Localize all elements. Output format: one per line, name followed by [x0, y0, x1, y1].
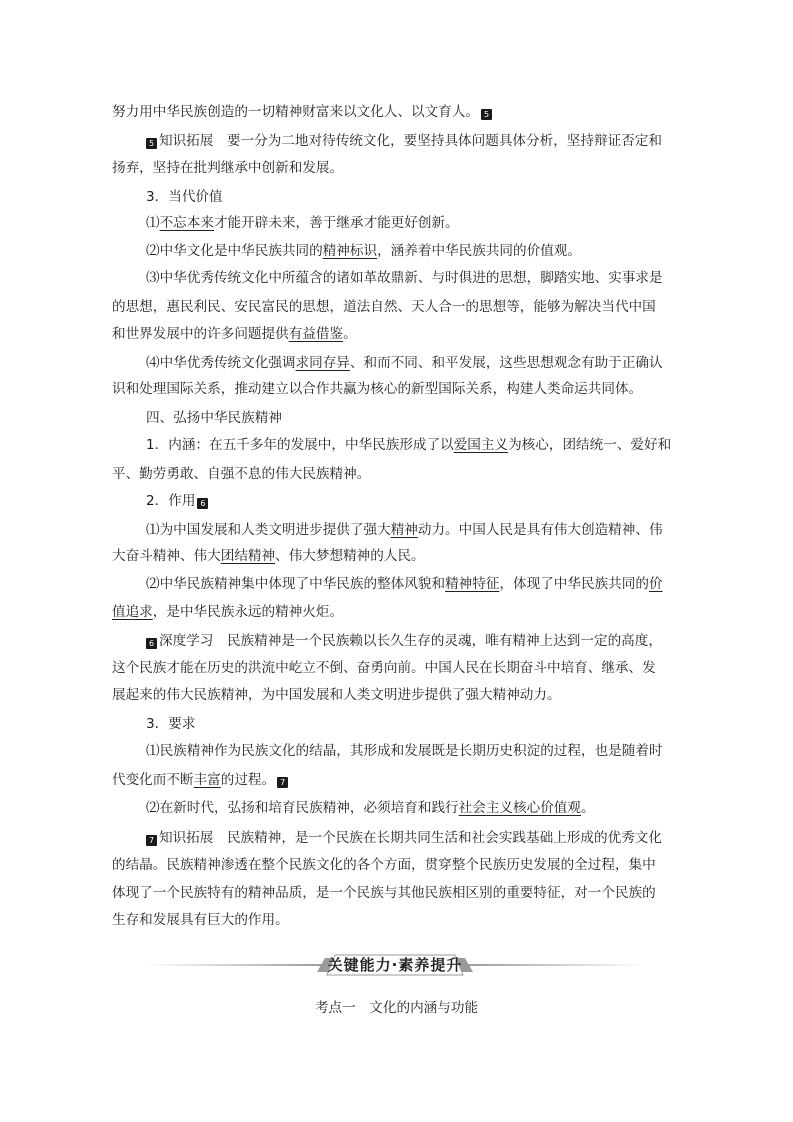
text-line: [112, 547, 425, 565]
text-segment: 3．当代价值: [146, 189, 223, 205]
text-line: [146, 492, 210, 510]
text-line: [146, 132, 662, 150]
underlined-keyword: 求同存异: [295, 355, 350, 371]
text-segment: ，是中华民族永远的精神火炬。: [152, 604, 344, 620]
note-marker-icon: 5: [146, 138, 157, 149]
text-line: [146, 242, 581, 260]
note-marker-icon: 6: [197, 498, 208, 509]
text-line: [112, 686, 561, 704]
text-line: [146, 632, 662, 650]
text-line: [146, 409, 282, 427]
text-line: [146, 715, 195, 733]
text-line: [112, 159, 343, 177]
text-line: [112, 911, 289, 929]
text-segment: ⑶中华优秀传统文化中所蕴含的诸如革故鼎新、与时俱进的思想，脚踏实地、实事求是: [146, 270, 663, 286]
text-segment: 的结晶。民族精神渗透在整个民族文化的各个方面，贯穿整个民族历史发展的全过程，集中: [112, 857, 656, 873]
underlined-keyword: 精神特征: [445, 576, 500, 592]
text-segment: 为核心，团结统一、爱好和: [508, 437, 672, 453]
text-line: [146, 269, 663, 287]
text-segment: 大奋斗精神、伟大: [112, 548, 221, 564]
text-segment: 努力用中华民族创造的一切精神财富来以文化人、以文育人。: [112, 104, 480, 120]
underlined-keyword: 值追求: [112, 604, 153, 620]
text-segment: 。: [581, 800, 595, 816]
underlined-keyword: 社会主义核心价值观: [458, 800, 581, 816]
text-line: [112, 103, 494, 121]
text-line: [146, 829, 662, 847]
underlined-keyword: 精神标识: [322, 243, 378, 259]
underlined-keyword: 丰富: [193, 772, 221, 788]
text-segment: 动力。中国人民是具有伟大创造精神、伟: [417, 522, 663, 538]
text-segment: 深度学习 民族精神是一个民族赖以长久生存的灵魂，唯有精神上达到一定的高度，: [159, 633, 662, 649]
underlined-keyword: 团结精神: [220, 548, 276, 564]
note-marker-icon: 7: [277, 777, 288, 788]
text-segment: 展起来的伟大民族精神，为中国发展和人类文明进步提供了强大精神动力。: [112, 687, 561, 703]
text-line: [146, 742, 663, 760]
underlined-keyword: 不忘本来: [159, 215, 214, 231]
text-line: [112, 325, 357, 343]
text-segment: ，涵养着中华民族共同的价值观。: [377, 243, 581, 259]
text-line: [112, 856, 656, 874]
text-segment: ⑷中华优秀传统文化强调: [146, 355, 296, 371]
text-line: [112, 603, 343, 621]
text-segment: ⑴为中国发展和人类文明进步提供了强大: [146, 522, 391, 538]
text-segment: 这个民族才能在历史的洪流中屹立不倒、奋勇向前。中国人民在长期奋斗中培育、继承、发: [112, 660, 656, 676]
note-marker-icon: 5: [481, 109, 492, 120]
text-segment: 的思想，惠民利民、安民富民的思想，道法自然、天人合一的思想等，能够为解决当代中国: [112, 299, 656, 315]
text-segment: 生存和发展具有巨大的作用。: [112, 912, 289, 928]
text-segment: ⑵在新时代，弘扬和培育民族精神，必须培育和践行: [146, 800, 459, 816]
text-line: [112, 659, 656, 677]
text-line: [146, 575, 663, 593]
text-segment: 、伟大梦想精神的人民。: [275, 548, 425, 564]
section-banner: [145, 952, 645, 978]
underlined-keyword: 精神: [390, 522, 418, 538]
text-segment: 扬弃，坚持在批判继承中创新和发展。: [112, 160, 344, 176]
banner-title: 关键能力·素养提升: [327, 956, 463, 974]
text-segment: ⑴: [146, 215, 160, 231]
text-line: [146, 354, 663, 372]
text-segment: 四、弘扬中华民族精神: [146, 410, 282, 426]
text-segment: 1．内涵：在五千多年的发展中，中华民族形成了以: [146, 437, 454, 453]
text-segment: 平、勤劳勇敢、自强不息的伟大民族精神。: [112, 466, 371, 482]
text-segment: 3．要求: [146, 716, 196, 732]
section-heading: 考点一 文化的内涵与功能: [314, 1000, 479, 1016]
text-segment: 才能开辟未来，善于继承才能更好创新。: [213, 215, 459, 231]
text-segment: 代变化而不断: [112, 772, 194, 788]
text-line: [112, 884, 656, 902]
text-segment: ⑵中华文化是中华民族共同的: [146, 243, 323, 259]
text-line: [146, 799, 595, 817]
text-segment: 。: [343, 326, 357, 342]
text-line: [146, 436, 671, 454]
note-marker-icon: 7: [146, 835, 157, 846]
text-line: [112, 298, 656, 316]
underlined-keyword: 价: [648, 576, 663, 592]
text-segment: 知识拓展 民族精神，是一个民族在长期共同生活和社会实践基础上形成的优秀文化: [159, 830, 662, 846]
text-line: [112, 380, 642, 398]
text-segment: ⑵中华民族精神集中体现了中华民族的整体风貌和: [146, 576, 446, 592]
text-segment: 、和而不同、和平发展，这些思想观念有助于正确认: [349, 355, 663, 371]
text-line: [112, 771, 290, 789]
underlined-keyword: 爱国主义: [453, 437, 509, 453]
text-segment: 和世界发展中的许多问题提供: [112, 326, 289, 342]
text-line: [112, 465, 370, 483]
text-segment: 知识拓展 要一分为二地对待传统文化，要坚持具体问题具体分析，坚持辩证否定和: [159, 133, 662, 149]
text-segment: 的过程。: [220, 772, 276, 788]
underlined-keyword: 有益借鉴: [288, 326, 344, 342]
note-marker-icon: 6: [146, 638, 157, 649]
text-segment: 体现了一个民族特有的精神品质，是一个民族与其他民族相区别的重要特征，对一个民族的: [112, 885, 656, 901]
text-segment: 2．作用: [146, 493, 196, 509]
text-line: [146, 188, 223, 206]
text-segment: ，体现了中华民族共同的: [499, 576, 649, 592]
text-segment: ⑴民族精神作为民族文化的结晶，其形成和发展既是长期历史积淀的过程，也是随着时: [146, 743, 663, 759]
text-segment: 识和处理国际关系，推动建立以合作共赢为核心的新型国际关系，构建人类命运共同体。: [112, 381, 643, 397]
text-line: [146, 521, 663, 539]
text-line: [146, 214, 459, 232]
